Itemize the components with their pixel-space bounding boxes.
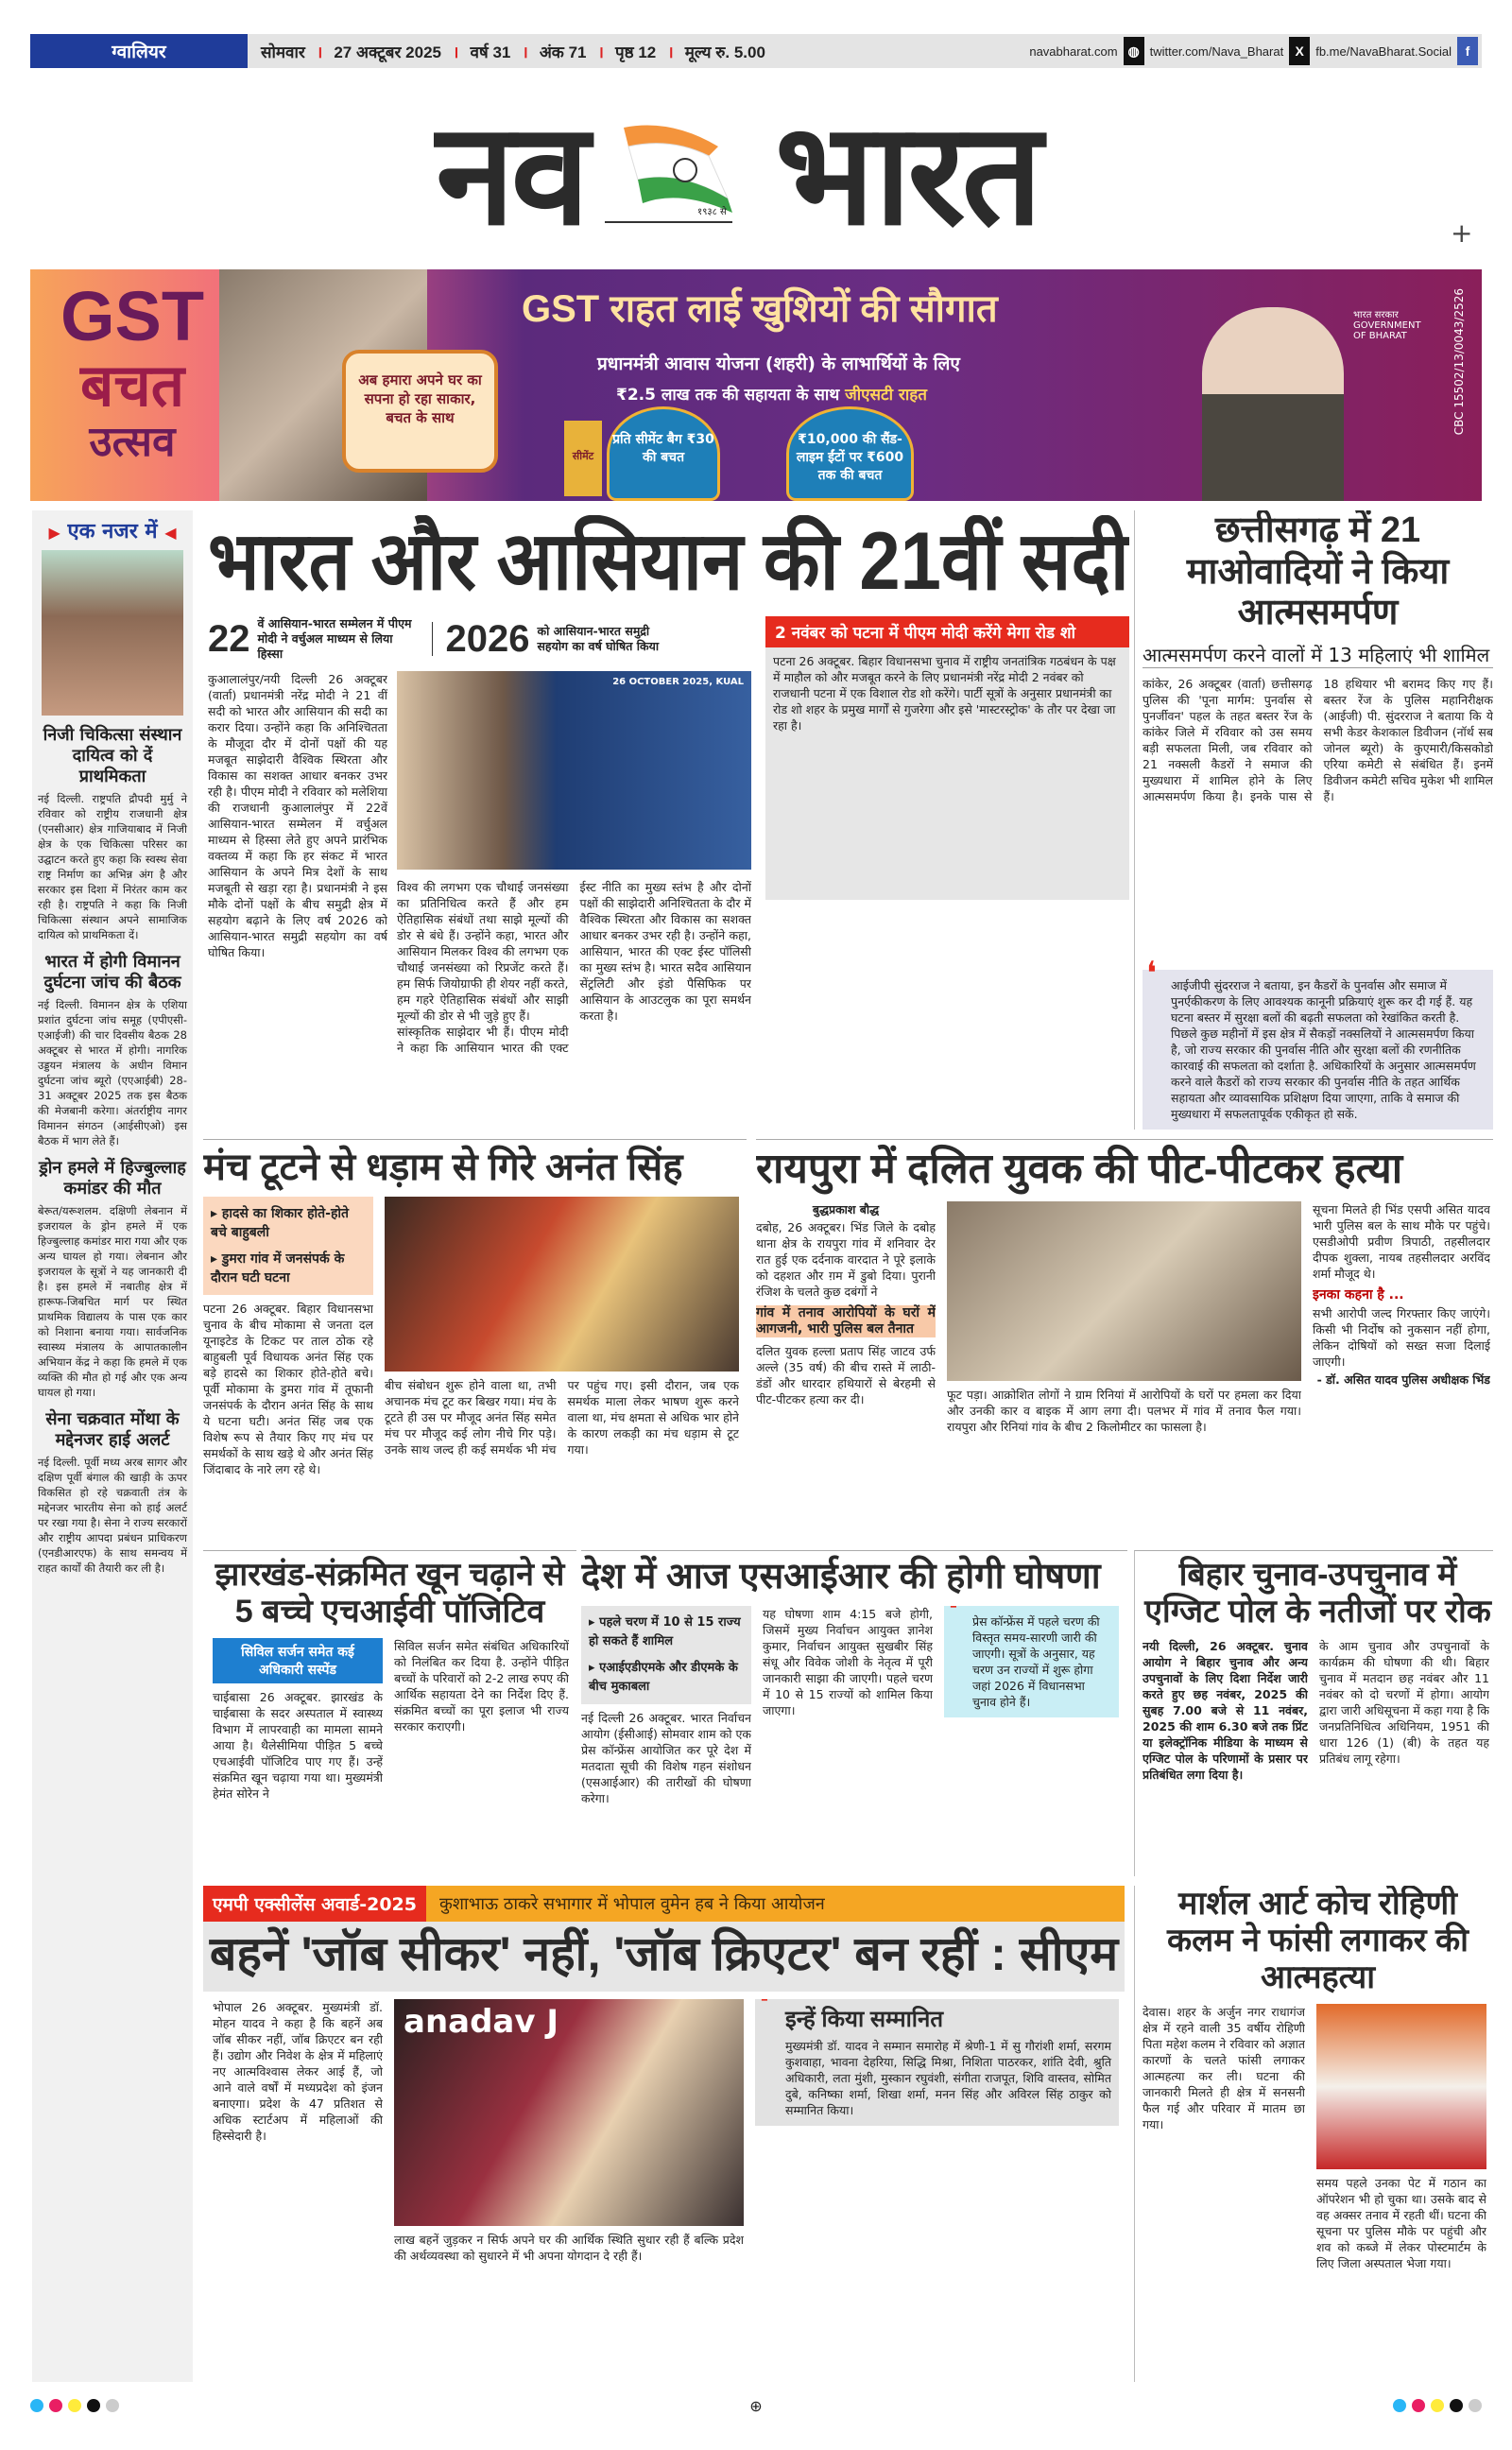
day: सोमवार bbox=[261, 43, 305, 61]
mp-award-body: भोपाल 26 अक्टूबर. मुख्यमंत्री डॉ. मोहन यादव ने कहा है कि बहनें अब जॉब सीकर नहीं, जॉब क्रिएटर बन रही हैं। उद्योग और निवेश के क्षेत्र में महिलाएं नए आत्मविश्वास लेकर आई हैं, जो आने वाले वर्षों में मध्यप्रदेश को इंजन बनाएगा। प्रदेश के 47 प्रतिशत से अधिक स्टार्टअप में महिलाओं की हिस्सेदारी है। bbox=[213, 1999, 383, 2143]
roadshow-body: पटना 26 अक्टूबर. बिहार विधानसभा चुनाव में राष्ट्रीय जनतांत्रिक गठबंधन के पक्ष में माहौल को और मजबूत करने के लिए प्रधानमंत्री नरेंद्र मोदी 2 नवंबर को राजधानी पटना में एक विशाल रोड शो करेंगे। पार्टी सूत्रों के अनुसार प्रधानमंत्री का रोड शो शहर के प्रमुख मार्गों से गुजरेगा और इसे 'मास्टरस्ट्रोक' के तौर पर देखा जा रहा है। bbox=[773, 653, 1116, 733]
anant-singh-body: बीच संबोधन शुरू होने वाला था, तभी अचानक मंच टूट कर बिखर गया। मंच के टूटते ही उस पर मौजूद अनंत सिंह समेत मंच पर मौजूद कई लोग नीचे गिर पड़े। उनके साथ जल्द ही कई समर्थक भी मंच पर पहुंच गए। इसी दौरान, जब एक समर्थक माला लेकर भाषण शुरू करने वाला था, मंच क्षमता से अधिक भार होने के कारण लकड़ी का मंच धड़ाम से टूट गया। bbox=[385, 1378, 739, 1457]
mp-award-headline[interactable]: बहनें 'जॉब सीकर' नहीं, 'जॉब क्रिएटर' बन रहीं : सीएम bbox=[209, 1927, 1119, 1980]
anant-singh-body: पटना 26 अक्टूबर. बिहार विधानसभा चुनाव के बीच मोकामा से जनता दल यूनाइटेड के टिकट पर ताल ठोक रहे बाहुबली पूर्व विधायक अनंत सिंह एक बड़े हादसे का शिकार होते-होते बचे। पूर्वी मोकामा के डुमरा गांव में तूफानी जनसंपर्क के दौरान अनंत सिंह के साथ ये घटना घटी। अनंत सिंह जब एक विशेष रूप से तैयार किए गए मंच पर समर्थकों के साथ खड़े थे और अनंत सिंह जिंदाबाद के नारे लग रहे थे। bbox=[203, 1302, 373, 1476]
story-headline[interactable]: निजी चिकित्सा संस्थान दायित्व को दें प्राथमिकता bbox=[43, 725, 182, 786]
raypura-story bbox=[756, 1139, 1493, 1541]
sir-headline[interactable]: देश में आज एसआईआर की होगी घोषणा bbox=[581, 1557, 1101, 1596]
registration-mark: + bbox=[1451, 217, 1473, 249]
edition-city: ग्वालियर bbox=[30, 34, 248, 68]
ad-subtitle2-a: ₹2.5 लाख तक की सहायता के साथ bbox=[616, 386, 840, 405]
fact-text: वें आसियान-भारत सम्मेलन में पीएम मोदी ने वर्चुअल माध्यम से लिया हिस्सा bbox=[257, 615, 412, 661]
sir-body: नई दिल्ली 26 अक्टूबर. भारत निर्वाचन आयोग (ईसीआई) सोमवार शाम को एक प्रेस कॉन्फ्रेंस आयोजित कर पूरे देश में मतदाता सूची की विशेष गहन संशोधन (एसआईआर) की तारीखों की घोषणा करेगा। bbox=[581, 1710, 751, 1805]
story-body: नई दिल्ली. विमानन क्षेत्र के एशिया प्रशांत दुर्घटना जांच समूह (एपीएसी-एआईजी) की चार दिवसीय बैठक 28 अक्टूबर से भारत में होगी। नागरिक उड्डयन मंत्रालय के अधीन विमान दुर्घटना जांच ब्यूरो (एएआईबी) 28-31 अक्टूबर 2025 तक इस बैठक की मेजबानी करेगा। अंतर्राष्ट्रीय नागर विमानन संगठन (आईसीएओ) इस बैठक में भाग लेते हैं। bbox=[38, 998, 187, 1147]
color-dots-left bbox=[30, 2399, 119, 2412]
story-body: बेरूत/यरूशलम. दक्षिणी लेबनान में इजरायल के ड्रोन हमले में एक हिज्बुल्लाह कमांडर मारा गया और एक अन्य घायल हो गया। लेबनान और इजरायल के सूत्रों ने यह जानकारी दी है। इस हमले में नबातीह क्षेत्र में हारूफ-जिबचित मार्ग पर स्थित प्राथमिक विद्यालय के पास एक कार को निशाना बनाया गया। सार्वजनिक स्वास्थ्य मंत्रालय के आपातकालीन अभियान केंद्र ने कहा कि हमले में एक व्यक्ति की मौत हो गई और एक अन्य घायल हो गया। bbox=[38, 1204, 187, 1399]
photo-banner-text: anadav J bbox=[404, 2002, 559, 2041]
mp-award-kicker: कुशाभाऊ ठाकरे सभागार में भोपाल वुमेन हब ने किया आयोजन bbox=[438, 1894, 825, 1914]
ad-bachat: बचत bbox=[79, 354, 185, 419]
facebook-icon: f bbox=[1457, 37, 1478, 65]
sir-story bbox=[581, 1550, 1127, 1876]
story-headline[interactable]: सेना चक्रवात मोंथा के मद्देनजर हाई अलर्ट bbox=[45, 1409, 180, 1450]
quote-attribution: - डॉ. असित यादव पुलिस अधीक्षक भिंड bbox=[1316, 1372, 1490, 1387]
lead-headline[interactable]: भारत और आसियान की 21वीं सदी bbox=[208, 516, 1129, 607]
fact-number: 22 bbox=[208, 617, 250, 660]
masthead bbox=[265, 95, 1493, 255]
website-link[interactable]: navabharat.com bbox=[1029, 43, 1118, 59]
ad-quote: अब हमारा अपने घर का सपना हो रहा साकार, बचत के साथ bbox=[342, 350, 498, 473]
bullet-item: ▸ हादसे का शिकार होते-होते बचे बाहुबली bbox=[211, 1206, 350, 1240]
year: वर्ष 31 bbox=[470, 43, 511, 61]
raypura-body: दलित युवक हल्ला प्रताप सिंह जाटव उर्फ अल्ले (35 वर्ष) की बीच रास्ते में लाठी-डंडों और धारदार हथियारों से बेरहमी से पीट-पीटकर हत्या कर दी। bbox=[756, 1343, 936, 1406]
jharkhand-story bbox=[203, 1550, 576, 1876]
martial-art-headline[interactable]: मार्शल आर्ट कोच रोहिणी कलम ने फांसी लगाकर की आत्महत्या bbox=[1167, 1886, 1469, 1996]
raypura-body: दबोह, 26 अक्टूबर। भिंड जिले के दबोह थाना क्षेत्र के रायपुरा गांव में शनिवार देर रात हुई एक दर्दनाक वारदात ने पूरे इलाके को दहशत और ग़म में डुबो दिया। पुरानी रंजिश के चलते कुछ दबंगों ने bbox=[756, 1219, 936, 1299]
ad-utsav: उत्सव bbox=[89, 419, 176, 465]
bullet-item: ▸ डुमरा गांव में जनसंपर्क के दौरान घटी घटना bbox=[211, 1251, 345, 1285]
triangle-left-icon: ◀ bbox=[164, 524, 177, 542]
exit-poll-headline[interactable]: बिहार चुनाव-उपचुनाव में एग्जिट पोल के नतीजों पर रोक bbox=[1144, 1557, 1491, 1630]
mp-award-photo bbox=[394, 1999, 744, 2226]
rohini-photo bbox=[1316, 2004, 1486, 2169]
lead-body: विश्व की लगभग एक चौथाई जनसंख्या का प्रतिनिधित्व करते हैं और हम ऐतिहासिक संबंधों तथा साझे मूल्यों की डोर से बंधे हैं। उन्होंने कहा, भारत और आसियान मिलकर विश्व की लगभग एक चौथाई जनसंख्या को रिप्रजेंट करते हैं। हम सिर्फ जियोग्राफी ही शेयर नहीं करते, हम गहरे ऐतिहासिक संबंधों और साझी मूल्यों की डोर से भी जुड़े हुए हैं। bbox=[397, 879, 569, 1023]
ad-subtitle: प्रधानमंत्री आवास योजना (शहरी) के लाभार्थियों के लिए bbox=[597, 354, 960, 374]
bullet-item: ▸ पहले चरण में 10 से 15 राज्य हो सकते हैं शामिल bbox=[589, 1614, 741, 1648]
lead-story bbox=[208, 515, 1129, 1130]
raypura-crowd-photo bbox=[947, 1201, 1301, 1381]
ad-pm-photo bbox=[1202, 307, 1344, 501]
section-title: एक नजर में bbox=[67, 520, 158, 543]
ad-gst: GST bbox=[60, 277, 205, 355]
martial-art-story bbox=[1134, 1886, 1493, 2382]
anant-singh-headline[interactable]: मंच टूटने से धड़ाम से गिरे अनंत सिंह bbox=[203, 1147, 683, 1188]
ad-cbc-code: CBC 15502/13/0043/2526 bbox=[1452, 288, 1466, 436]
story-body: नई दिल्ली. पूर्वी मध्य अरब सागर और दक्षिण पूर्वी बंगाल की खाड़ी के ऊपर विकसित हो रहे चक्रवाती तंत्र के मद्देनजर भारतीय सेना को हाई अलर्ट पर रखा गया है। सेना ने राज्य सरकारों और राष्ट्रीय आपदा प्रबंधन प्राधिकरण (एनडीआरएफ) के साथ समन्वय में राहत कार्यों की तैयारी कर ली है। bbox=[38, 1456, 187, 1575]
raypura-subhead: गांव में तनाव आरोपियों के घरों में आगजनी, भारी पुलिस बल तैनात bbox=[756, 1304, 936, 1337]
martial-art-body: देवास। शहर के अर्जुन नगर राधागंज क्षेत्र में रहने वाली 35 वर्षीय रोहिणी पिता महेश कलम ने रविवार को अज्ञात कारणों के चलते फांसी लगाकर आत्महत्या कर ली। घटना की जानकारी मिलते ही क्षेत्र में सनसनी फैल गई और परिवार में मातम छा गया। bbox=[1143, 2005, 1305, 2132]
quote-label: इनका कहना है ... bbox=[1313, 1286, 1404, 1303]
lead-body: कुआलालंपुर/नयी दिल्ली 26 अक्टूबर (वार्ता) प्रधानमंत्री नरेंद्र मोदी ने 21 वीं सदी को भारत और आसियान की सदी का करार दिया। उन्होंने कहा कि अनिश्चितता के मौजूदा दौर में दोनों पक्षों की यह मजबूत साझेदारी वैश्विक स्थिरता और विकास का सशक्त आधार बनकर उभर रही है। पीएम मोदी ने रविवार को मलेशिया की राजधानी कुआलालंपुर में 22वें आसियान-भारत सम्मेलन में वर्चुअल माध्यम से हिस्सा लेते हुए अपने प्रारंभिक वक्तव्य में कहा कि हर संकट में भारत आसियान के अपने मित्र देशों के साथ मजबूती से खड़ा रहा है। प्रधानमंत्री ने इस मौके दोनों पक्षों के बीच समुद्री क्षेत्र में सहयोग बढ़ाने के लिए वर्ष 2026 को आसियान-भारत समुद्री सहयोग का वर्ष घोषित किया। bbox=[208, 671, 387, 959]
exit-poll-body: के आम चुनाव और उपचुनावों के कार्यक्रम की घोषणा की थी। बिहार चुनाव में मतदान छह नवंबर और 11 नवंबर को दो चरणों में होगा। आयोग द्वारा जारी अधिसूचना में कहा गया है कि जनप्रतिनिधित्व अधिनियम, 1951 की धारा 126 (1) (बी) के तहत यह प्रतिबंध लागू रहेगा। bbox=[1319, 1639, 1489, 1767]
asean-summit-photo bbox=[397, 671, 751, 870]
martial-art-body: समय पहले उनका पेट में गठान का ऑपरेशन भी हो चुका था। उसके बाद से वह अक्सर तनाव में रहती थीं। घटना की सूचना पर पुलिस मौके पर पहुंची और शव को कब्जे में लेकर पोस्टमार्टम के लिए जिला अस्पताल भेजा गया। bbox=[1316, 2176, 1486, 2271]
facebook-link[interactable]: fb.me/NavaBharat.Social bbox=[1315, 43, 1452, 59]
cement-bag: सीमेंट bbox=[564, 421, 602, 496]
roadshow-story bbox=[765, 616, 1129, 900]
president-photo bbox=[42, 550, 183, 716]
chhattisgarh-body: कांकेर, 26 अक्टूबर (वार्ता) छत्तीसगढ़ पुलिस की 'पूना मार्गम: पुनर्वास से पुनर्जीवन' पहल के तहत बस्तर रेंज के कांकेर जिले में रविवार को उस समय बड़ी सफलता मिली, जब रविवार को 21 नक्सली कैडरों ने समाज की मुख्यधारा में शामिल होने के लिए आत्मसमर्पण किया है। इनके पास से 18 हथियार भी बरामद किए गए हैं। बस्तर रेंज के पुलिस महानिरीक्षक (आईजी) पी. सुंदरराज ने बताया कि ये सभी केडर केशकाल डिवीजन (नॉर्थ सब जोनल ब्यूरो) के कुएमारी/किसकोडो एरिया कमेटी से संबंधित हैं। इनमें डिवीजन कमेटी सचिव मुकेश भी शामिल हैं। bbox=[1143, 677, 1493, 804]
anant-singh-story bbox=[203, 1139, 747, 1541]
byline: बुद्धप्रकाश बौद्ध bbox=[812, 1201, 880, 1216]
color-dots-right bbox=[1393, 2399, 1482, 2412]
fact-number: 2026 bbox=[445, 617, 530, 660]
raypura-headline[interactable]: रायपुरा में दलित युवक की पीट-पीटकर हत्या bbox=[756, 1146, 1403, 1192]
ad-title: GST राहत लाई खुशियों की सौगात bbox=[522, 288, 998, 330]
photo-caption: 26 OCTOBER 2025, KUAL bbox=[612, 676, 744, 687]
raypura-body: सूचना मिलते ही भिंड एसपी असित यादव भारी पुलिस बल के साथ मौके पर पहुंचे। एसडीओपी प्रवीण त्रिपाठी, तहसीलदार दीपक शुक्ला, नायब तहसीलदार अरविंद शर्मा मौजूद थे। bbox=[1313, 1201, 1490, 1281]
story-body: नई दिल्ली. राष्ट्रपति द्रौपदी मुर्मु ने रविवार को राष्ट्रीय राजधानी क्षेत्र (एनसीआर) क्षेत्र गाजियाबाद में निजी क्षेत्र के एक चिकित्सा परिसर का उद्घाटन करते हुए कहा कि स्वस्थ सेवा राष्ट्र निर्माण का अभिन्न अंग है और सरकार इस दिशा में निरंतर काम कर रही है। राष्ट्रपति ने कहा कि निजी चिकित्सा संस्थान अपने सामाजिक दायित्व को प्राथमिकता दें। bbox=[38, 792, 187, 941]
price: मूल्य रु. 5.00 bbox=[684, 43, 765, 61]
bullet-item: ▸ एआईएडीएमके और डीएमके के बीच मुकाबला bbox=[589, 1660, 738, 1694]
ek-nazar-mein-column bbox=[32, 510, 193, 2382]
logo-flag-icon bbox=[595, 113, 737, 227]
lead-body: सांस्कृतिक साझेदार भी हैं। पीएम मोदी ने कहा कि आसियान भारत की एक्ट ईस्ट नीति का मुख्य स्तंभ है और दोनों पक्षों की साझेदारी अनिश्चितता के दौर में वैश्विक स्थिरता और विकास का सशक्त आधार बनकर उभर रही है। उन्होंने कहा, आसियान, भारत की एक्ट ईस्ट पॉलिसी का मुख्य स्तंभ है। भारत सदैव आसियान सेंट्रलिटी और इंडो पैसिफिक पर आसियान के आउटलुक का पूरा समर्थन करता है। bbox=[397, 879, 751, 1055]
mp-award-story bbox=[203, 1886, 1125, 2382]
sir-quote: ❛ प्रेस कॉन्फ्रेंस में पहले चरण की विस्तृत समय-सारणी जारी की जाएगी। सूत्रों के अनुसार, यह चरण उन राज्यों में शुरू होगा जहां 2026 में विधानसभा चुनाव होने हैं। bbox=[944, 1606, 1119, 1717]
fact-text: को आसियान-भारत समुद्री सहयोग का वर्ष घोषित किया bbox=[537, 623, 660, 653]
chhattisgarh-quote: ❛ आईजीपी सुंदरराज ने बताया, इन कैडरों के पुनर्वास और समाज में पुनर्एकीकरण के लिए आवश्यक कानूनी प्रक्रियाएं शुरू कर दी गई हैं. यह घटना बस्तर में सुरक्षा बलों की बढ़ती सफलता को रेखांकित करती है. पिछले कुछ महीनों में इस क्षेत्र में सैकड़ों नक्सलियों ने आत्मसमर्पण किया है, जो राज्य सरकार की पुनर्वास नीति और सुरक्षा बलों की रणनीतिक कारवाई की सफलता को दर्शाता है. अधिकारियों के अनुसार आत्मसमर्पण करने वाले कैडरों को राज्य सरकार की पुनर्वास नीति के तहत आर्थिक सहायता और व्यावसायिक प्रशिक्षण दिया जाएगा, ताकि वे समाज की मुख्यधारा में सफलतापूर्वक एकीकृत हो सकें. bbox=[1143, 970, 1493, 1130]
x-icon: X bbox=[1289, 37, 1310, 65]
chhattisgarh-subhead: आत्मसमर्पण करने वालों में 13 महिलाएं भी शामिल bbox=[1143, 642, 1493, 668]
raypura-quote: सभी आरोपी जल्द गिरफ्तार किए जाएंगे। किसी भी निर्दोष को नुकसान नहीं होगा, लेकिन दोषियों को सख्त सजा दिलाई जाएगी। bbox=[1313, 1305, 1490, 1369]
masthead-bharat: भारत bbox=[775, 93, 1040, 257]
exit-poll-story bbox=[1134, 1550, 1493, 1876]
jharkhand-body: चाईबासा 26 अक्टूबर. झारखंड के चाईबासा के सदर अस्पताल में स्वास्थ्य विभाग में लापरवाही का मामला सामने आया है। थैलेसीमिया पीड़ित 5 बच्चे एचआईवी पॉजिटिव पाए गए हैं। उन्हें संक्रमित खून चढ़ाया गया था। मुख्यमंत्री हेमंत सोरेन ने bbox=[213, 1690, 383, 1802]
roadshow-headline[interactable]: 2 नवंबर को पटना में पीएम मोदी करेंगे मेगा रोड शो bbox=[765, 616, 1129, 647]
govt-emblem-label: भारत सरकार GOVERNMENT OF BHARAT bbox=[1353, 310, 1421, 341]
gst-advertisement[interactable] bbox=[30, 269, 1482, 501]
date: 27 अक्टूबर 2025 bbox=[334, 43, 441, 61]
logo-since: १९३८ से bbox=[697, 207, 727, 217]
exit-poll-body: नयी दिल्ली, 26 अक्टूबर. चुनाव आयोग ने बिहार चुनाव और अन्य उपचुनावों के लिए दिशा निर्देश जारी करते हुए छह नवंबर, 2025 की सुबह 7.00 बजे से 11 नवंबर, 2025 की शाम 6.30 बजे तक प्रिंट या इलेक्ट्रॉनिक मीडिया के माध्यम से एग्जिट पोल के परिणामों के प्रसार पर प्रतिबंधित लगा दिया है। bbox=[1143, 1639, 1308, 1783]
twitter-link[interactable]: twitter.com/Nava_Bharat bbox=[1149, 43, 1284, 59]
jharkhand-headline[interactable]: झारखंड-संक्रमित खून चढ़ाने से 5 बच्चे एचआईवी पॉजिटिव bbox=[215, 1557, 565, 1630]
masthead-nav: नव bbox=[436, 93, 586, 257]
ad-offer-cement: प्रति सीमेंट बैग ₹30 की बचत bbox=[607, 406, 720, 501]
ad-subtitle2-b: जीएसटी राहत bbox=[845, 386, 927, 405]
chhattisgarh-headline[interactable]: छत्तीसगढ़ में 21 माओवादियों ने किया आत्मसमर्पण bbox=[1186, 510, 1450, 633]
story-headline[interactable]: ड्रोन हमले में हिज्बुल्लाह कमांडर की मौत bbox=[39, 1158, 186, 1199]
pages: पृष्ठ 12 bbox=[614, 43, 657, 61]
issue: अंक 71 bbox=[539, 43, 587, 61]
ad-offer-bricks: ₹10,000 की सैंड-लाइम ईंटों पर ₹600 तक की बचत bbox=[786, 406, 914, 501]
header-bar: ग्वालियर सोमवार । 27 अक्टूबर 2025 । वर्ष 31 । अंक 71 । पृष्ठ 12 । मूल्य रु. 5.00 navabharat.com ◍ twitter.com/Nava_Bharat X fb.me/NavaBharat.Social f bbox=[30, 34, 1482, 68]
story-headline[interactable]: भारत में होगी विमानन दुर्घटना जांच की बैठक bbox=[43, 952, 181, 992]
raypura-body: फूट पड़ा। आक्रोशित लोगों ने ग्राम रिनियां में आरोपियों के घरों पर हमला कर दिया और उनकी कार व बाइक में आग लगा दी। पलभर में गांव में तनाव फैल गया। रायपुरा और रिनियां गांव के बीच 2 किलोमीटर का फासला है। bbox=[947, 1387, 1301, 1434]
honoured-box-title: ❛ इन्हें किया सम्मानित bbox=[785, 2006, 944, 2032]
honoured-box bbox=[755, 1999, 1119, 2127]
print-registration-marks bbox=[30, 2393, 1482, 2418]
honoured-box-body: मुख्यमंत्री डॉ. यादव ने सम्मान समारोह में श्रेणी-1 में सु गौरांशी शर्मा, सरगम कुशवाहा, भावना देहरिया, सिद्धि मिश्रा, निशिता पाठरकर, शांति देवी, श्रुति अधिकारी, लता मुंशी, मुस्कान रघुवंशी, संगीता राजपूत, शिवि वास्तव, सोमित दुबे, कनिष्का शर्मा, शिखा शर्मा, मनन सिंह और अविरल सिंह ठाकुर को सम्मानित किया। bbox=[785, 2039, 1111, 2118]
jharkhand-box: सिविल सर्जन समेत कई अधिकारी सस्पेंड bbox=[213, 1638, 383, 1683]
triangle-right-icon: ▶ bbox=[48, 524, 60, 542]
jharkhand-body: सिविल सर्जन समेत संबंधित अधिकारियों को निलंबित कर दिया है. उन्होंने पीड़ित बच्चों के परिवारों को 2-2 लाख रुपए की आर्थिक सहायता देने का निर्देश दिए हैं. संक्रमित बच्चों का पूरा इलाज भी राज्य सरकार कराएगी। bbox=[394, 1639, 569, 1734]
sir-body: यह घोषणा शाम 4:15 बजे होगी, जिसमें मुख्य निर्वाचन आयुक्त ज्ञानेश कुमार, निर्वाचन आयुक्त सुखबीर सिंह संधू और विवेक जोशी के नेतृत्व में पूरी जानकारी साझा की जाएगी। पहले चरण में 10 से 15 राज्यों को शामिल किया जाएगा। bbox=[763, 1606, 933, 1717]
crosshair-icon: ⊕ bbox=[749, 2396, 763, 2415]
anant-singh-photo bbox=[385, 1197, 739, 1372]
ad-subtitle2 bbox=[616, 383, 927, 405]
mp-award-body: लाख बहनें जुड़कर न सिर्फ अपने घर की आर्थिक स्थिति सुधार रही हैं बल्कि प्रदेश की अर्थव्यवस्था को सुधारने में भी अपना योगदान दे रही हैं। bbox=[394, 2232, 744, 2263]
globe-icon: ◍ bbox=[1124, 37, 1144, 65]
mp-award-tag: एमपी एक्सीलेंस अवार्ड-2025 bbox=[203, 1886, 426, 1922]
chhattisgarh-story bbox=[1134, 510, 1493, 1130]
